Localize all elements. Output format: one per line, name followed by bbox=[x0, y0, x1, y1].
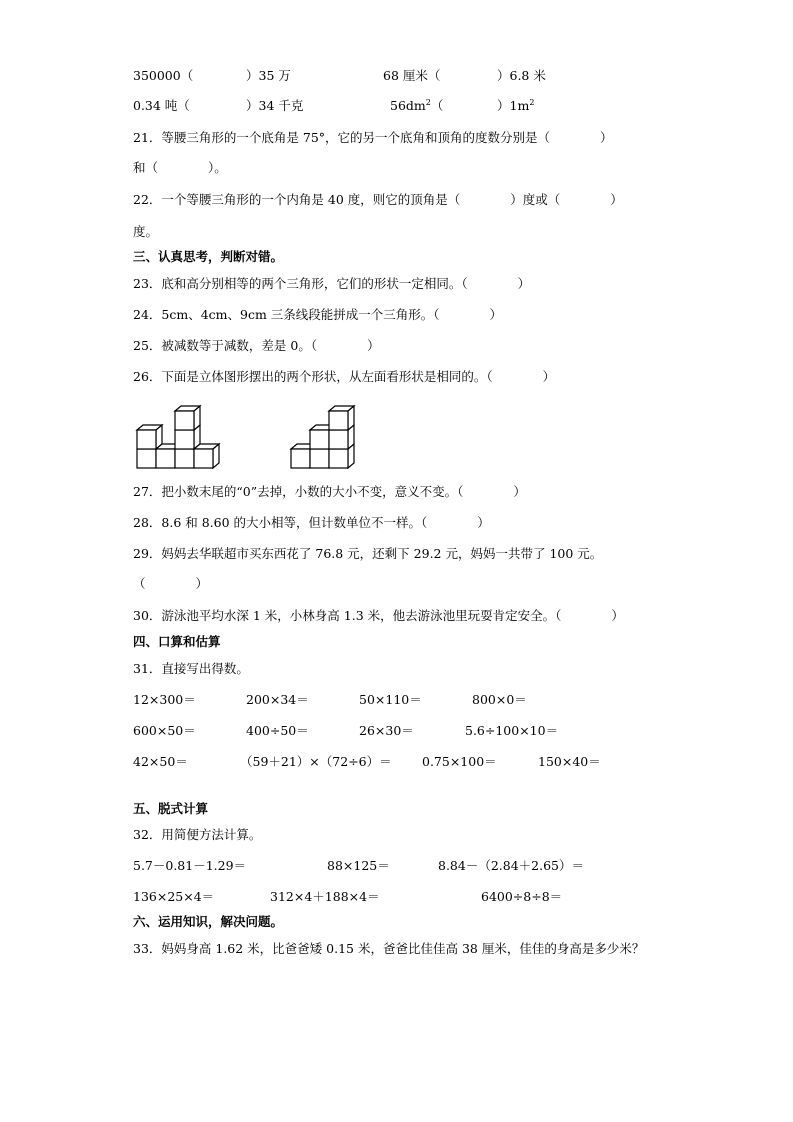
question-21-line1: 21．等腰三角形的一个底角是 75°，它的另一个底角和顶角的度数分别是（ ） bbox=[133, 130, 613, 145]
cube-front-face bbox=[329, 411, 348, 430]
cube-front-face bbox=[137, 449, 156, 468]
cube-front-face bbox=[175, 430, 194, 449]
question-33: 33．妈妈身高 1.62 米，比爸爸矮 0.15 米，爸爸比佳佳高 38 厘米，佳佳的身高是多少米？ bbox=[133, 941, 645, 956]
cube-figure-a bbox=[130, 400, 230, 475]
compare-4-left-after: （ bbox=[430, 98, 444, 113]
cube-front-face bbox=[175, 411, 194, 430]
calc-item: 42×50＝ bbox=[133, 754, 188, 769]
compare-4-left bbox=[390, 98, 443, 114]
cube-front-face bbox=[329, 430, 348, 449]
compare-2-right: ）6.8 米 bbox=[497, 68, 546, 83]
question-21-line2: 和（ ）。 bbox=[133, 160, 227, 175]
cube-front-face bbox=[310, 430, 329, 449]
calc-item: 800×0＝ bbox=[472, 692, 527, 707]
calc-item: 150×40＝ bbox=[538, 754, 601, 769]
question-31: 31．直接写出得数。 bbox=[133, 661, 249, 676]
compare-3-right: ）34 千克 bbox=[246, 98, 304, 113]
question-30: 30．游泳池平均水深 1 米，小林身高 1.3 米，他去游泳池里玩耍肯定安全。（ ） bbox=[133, 608, 624, 623]
calc-item: 0.75×100＝ bbox=[422, 754, 497, 769]
question-27: 27．把小数末尾的“0”去掉，小数的大小不变，意义不变。（ ） bbox=[133, 484, 526, 499]
calc-item: 12×300＝ bbox=[133, 692, 196, 707]
question-23: 23．底和高分别相等的两个三角形，它们的形状一定相同。（ ） bbox=[133, 276, 531, 291]
question-22-line1: 22．一个等腰三角形的一个内角是 40 度，则它的顶角是（ ）度或（ ） bbox=[133, 192, 623, 207]
simplify-item: 8.84－（2.84＋2.65）＝ bbox=[438, 858, 584, 873]
calc-item: 400÷50＝ bbox=[246, 723, 309, 738]
compare-4-right-base: ）1m bbox=[497, 98, 530, 113]
question-25: 25．被减数等于减数，差是 0。（ ） bbox=[133, 338, 380, 353]
cube-side-face bbox=[213, 444, 219, 468]
simplify-item: 88×125＝ bbox=[327, 858, 390, 873]
simplify-item: 312×4＋188×4＝ bbox=[270, 889, 380, 904]
calc-item: 600×50＝ bbox=[133, 723, 196, 738]
compare-4-right-sup: 2 bbox=[529, 98, 535, 107]
cube-front-face bbox=[329, 449, 348, 468]
calc-item: 50×110＝ bbox=[359, 692, 422, 707]
compare-4-left-sup: 2 bbox=[425, 98, 431, 107]
cube-front-face bbox=[137, 430, 156, 449]
compare-1-left: 350000（ bbox=[133, 68, 194, 83]
simplify-item: 5.7－0.81－1.29＝ bbox=[133, 858, 247, 873]
calc-item: （59＋21）×（72÷6）＝ bbox=[240, 754, 392, 769]
question-24: 24．5cm、4cm、9cm 三条线段能拼成一个三角形。（ ） bbox=[133, 307, 503, 322]
question-26: 26．下面是立体图形摆出的两个形状，从左面看形状是相同的。（ ） bbox=[133, 369, 556, 384]
section-4-heading: 四、口算和估算 bbox=[133, 634, 221, 649]
compare-3-left: 0.34 吨（ bbox=[133, 98, 190, 113]
section-5-heading: 五、脱式计算 bbox=[133, 801, 209, 816]
simplify-item: 136×25×4＝ bbox=[133, 889, 215, 904]
cube-front-face bbox=[156, 449, 175, 468]
question-32: 32．用简便方法计算。 bbox=[133, 827, 262, 842]
question-29-line1: 29．妈妈去华联超市买东西花了 76.8 元，还剩下 29.2 元，妈妈一共带了 100 元。 bbox=[133, 546, 603, 561]
cube-front-face bbox=[291, 449, 310, 468]
cube-front-face bbox=[175, 449, 194, 468]
cube-front-face bbox=[310, 449, 329, 468]
question-29-line2: （ ） bbox=[133, 576, 209, 591]
cube-front-face bbox=[194, 449, 213, 468]
question-22-line2: 度。 bbox=[133, 224, 159, 239]
question-28: 28．8.6 和 8.60 的大小相等，但计数单位不一样。（ ） bbox=[133, 515, 490, 530]
section-3-heading: 三、认真思考，判断对错。 bbox=[133, 249, 284, 264]
cube-side-face bbox=[348, 406, 354, 430]
compare-1-right: ）35 万 bbox=[246, 68, 291, 83]
compare-4-left-base: 56dm bbox=[390, 98, 426, 113]
cube-side-face bbox=[194, 406, 200, 430]
compare-4-right bbox=[497, 98, 534, 114]
cube-figure-b bbox=[285, 400, 365, 475]
calc-item: 26×30＝ bbox=[359, 723, 414, 738]
compare-2-left: 68 厘米（ bbox=[383, 68, 441, 83]
simplify-item: 6400÷8÷8＝ bbox=[481, 889, 563, 904]
calc-item: 200×34＝ bbox=[246, 692, 309, 707]
section-6-heading: 六、运用知识，解决问题。 bbox=[133, 914, 284, 929]
calc-item: 5.6÷100×10＝ bbox=[465, 723, 559, 738]
